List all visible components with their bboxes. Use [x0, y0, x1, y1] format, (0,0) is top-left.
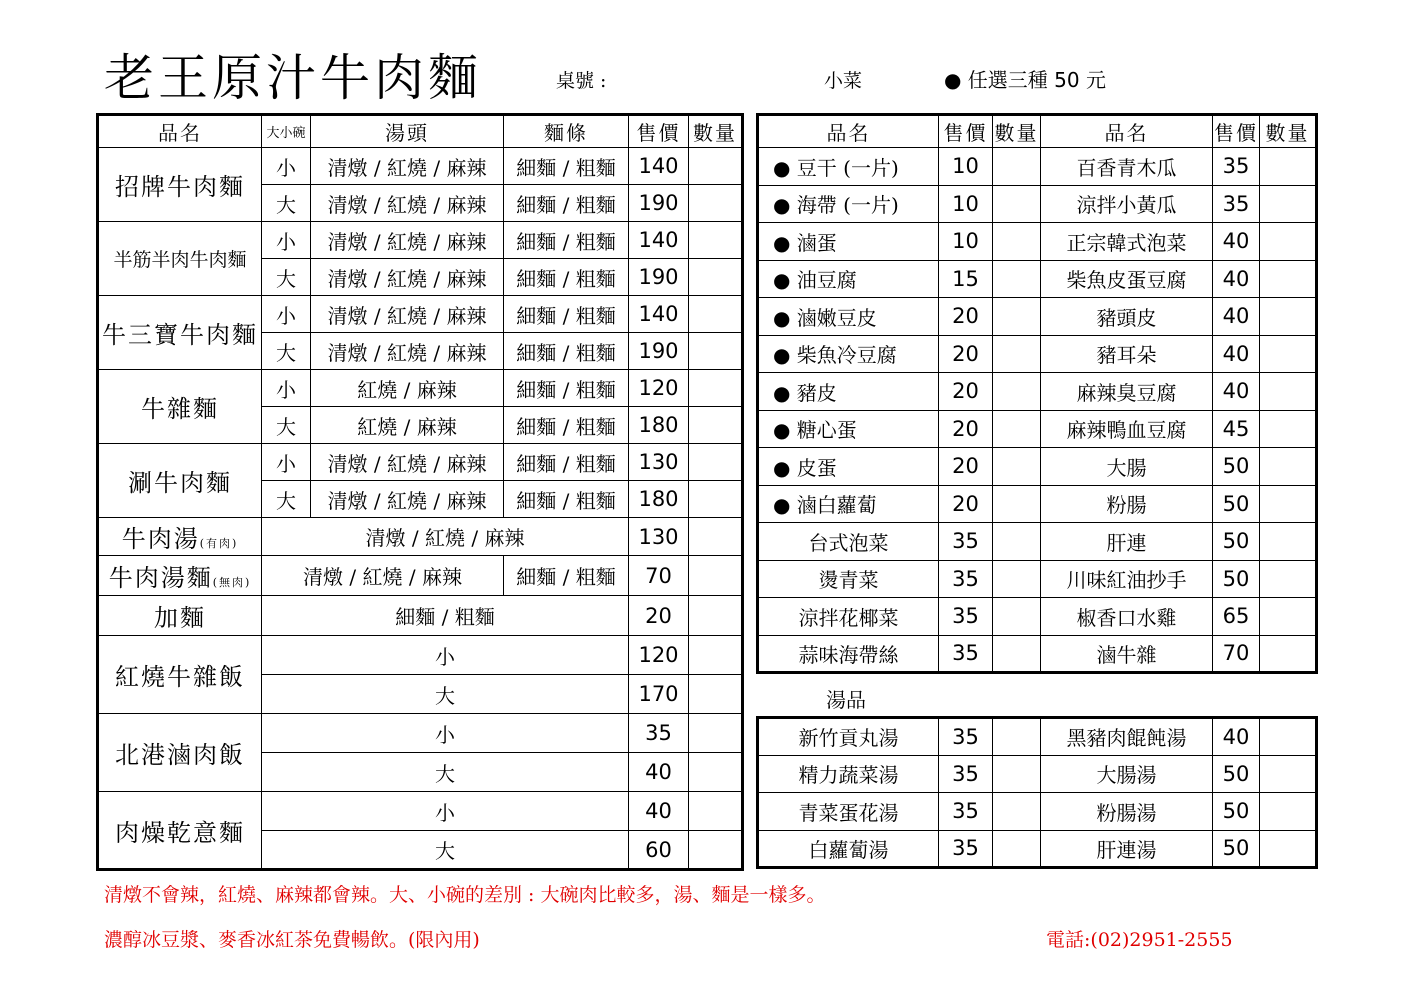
quantity-cell[interactable] [1260, 223, 1317, 261]
item-name: 新竹貢丸湯 [758, 718, 939, 756]
soup-table [756, 716, 1318, 869]
item-name: ● 豆干 (一片) [758, 148, 939, 186]
quantity-cell[interactable] [689, 222, 743, 259]
quantity-cell[interactable] [689, 296, 743, 333]
price: 35 [939, 598, 993, 636]
price: 20 [939, 410, 993, 448]
quantity-cell[interactable] [1260, 485, 1317, 523]
price: 20 [939, 373, 993, 411]
quantity-cell[interactable] [689, 407, 743, 444]
item-name: 豬耳朵 [1041, 335, 1213, 373]
price: 50 [1213, 523, 1260, 561]
noodle-options: 細麵 / 粗麵 [504, 185, 629, 222]
bowl-size: 小 [262, 636, 629, 675]
item-name: ● 糖心蛋 [758, 410, 939, 448]
bowl-size: 小 [262, 444, 311, 481]
column-header: 售價 [1213, 115, 1260, 148]
table-row [98, 115, 743, 148]
quantity-cell[interactable] [993, 410, 1041, 448]
item-name: ● 海帶 (一片) [758, 185, 939, 223]
item-note: (有肉) [199, 537, 239, 550]
quantity-cell[interactable] [689, 675, 743, 714]
item-name: ● 皮蛋 [758, 448, 939, 486]
quantity-cell[interactable] [993, 718, 1041, 756]
quantity-cell[interactable] [1260, 560, 1317, 598]
price: 190 [629, 333, 689, 370]
quantity-cell[interactable] [1260, 793, 1317, 831]
soup-options: 清燉 / 紅燒 / 麻辣 [311, 148, 504, 185]
quantity-cell[interactable] [993, 335, 1041, 373]
table-row [98, 444, 743, 481]
price: 15 [939, 260, 993, 298]
price: 10 [939, 148, 993, 186]
price: 35 [1213, 148, 1260, 186]
price: 50 [1213, 830, 1260, 868]
price: 70 [1213, 635, 1260, 673]
price: 50 [1213, 485, 1260, 523]
column-header: 麵條 [504, 115, 629, 148]
item-name: 半筋半肉牛肉麵 [98, 222, 262, 296]
soup-options: 清燉 / 紅燒 / 麻辣 [311, 444, 504, 481]
price: 140 [629, 222, 689, 259]
price: 20 [939, 485, 993, 523]
quantity-cell[interactable] [689, 714, 743, 753]
quantity-cell[interactable] [993, 448, 1041, 486]
soup-section-title: 湯品 [826, 688, 866, 712]
quantity-cell[interactable] [993, 223, 1041, 261]
item-name: 招牌牛肉麵 [98, 148, 262, 222]
table-number-label: 桌號 : [556, 70, 607, 92]
quantity-cell[interactable] [1260, 635, 1317, 673]
column-header: 品名 [758, 115, 939, 148]
noodle-options: 細麵 / 粗麵 [504, 407, 629, 444]
table-row [758, 718, 1317, 756]
bowl-size: 小 [262, 792, 629, 831]
price: 65 [1213, 598, 1260, 636]
item-name: 燙青菜 [758, 560, 939, 598]
item-name: 百香青木瓜 [1041, 148, 1213, 186]
price: 35 [939, 755, 993, 793]
column-header: 品名 [98, 115, 262, 148]
quantity-cell[interactable] [993, 560, 1041, 598]
soup-options: 清燉 / 紅燒 / 麻辣 [311, 333, 504, 370]
table-row [758, 793, 1317, 831]
quantity-cell[interactable] [993, 755, 1041, 793]
bowl-size: 大 [262, 675, 629, 714]
table-row [758, 148, 1317, 186]
bowl-size: 小 [262, 148, 311, 185]
price: 70 [629, 556, 689, 596]
quantity-cell[interactable] [1260, 260, 1317, 298]
table-row [758, 485, 1317, 523]
item-name: 粉腸 [1041, 485, 1213, 523]
price: 60 [629, 831, 689, 870]
quantity-cell[interactable] [993, 485, 1041, 523]
price: 120 [629, 370, 689, 407]
noodle-options: 細麵 / 粗麵 [504, 333, 629, 370]
price: 190 [629, 185, 689, 222]
item-name: 肝連湯 [1041, 830, 1213, 868]
price: 35 [939, 830, 993, 868]
table-row [758, 298, 1317, 336]
side-dish-promo: ● 任選三種 50 元 [944, 68, 1106, 92]
quantity-cell[interactable] [1260, 298, 1317, 336]
table-row [758, 260, 1317, 298]
quantity-cell[interactable] [689, 792, 743, 831]
column-header: 數量 [689, 115, 743, 148]
spice-note: 清燉不會辣，紅燒、麻辣都會辣。大、小碗的差別 : 大碗肉比較多，湯、麵是一樣多。 [104, 884, 826, 906]
table-row [758, 410, 1317, 448]
table-row [758, 185, 1317, 223]
bowl-size: 大 [262, 185, 311, 222]
item-name: ● 滷白蘿蔔 [758, 485, 939, 523]
soup-options: 紅燒 / 麻辣 [311, 370, 504, 407]
price: 20 [939, 335, 993, 373]
price: 35 [939, 560, 993, 598]
quantity-cell[interactable] [689, 481, 743, 518]
phone-number: 電話:(02)2951-2555 [1046, 929, 1233, 951]
price: 45 [1213, 410, 1260, 448]
item-name: 肝連 [1041, 523, 1213, 561]
item-name: 白蘿蔔湯 [758, 830, 939, 868]
item-name: 加麵 [98, 596, 262, 636]
table-row [758, 223, 1317, 261]
table-row [98, 596, 743, 636]
quantity-cell[interactable] [993, 260, 1041, 298]
item-name: 精力蔬菜湯 [758, 755, 939, 793]
main-menu-table [96, 113, 744, 871]
column-header: 品名 [1041, 115, 1213, 148]
quantity-cell[interactable] [1260, 718, 1317, 756]
quantity-cell[interactable] [1260, 830, 1317, 868]
price: 35 [939, 635, 993, 673]
noodle-options: 細麵 / 粗麵 [504, 296, 629, 333]
table-row [98, 296, 743, 333]
table-row [98, 222, 743, 259]
quantity-cell[interactable] [689, 518, 743, 556]
column-header: 數量 [993, 115, 1041, 148]
noodle-options: 細麵 / 粗麵 [504, 444, 629, 481]
table-row [758, 560, 1317, 598]
item-name: 正宗韓式泡菜 [1041, 223, 1213, 261]
item-name: 涼拌花椰菜 [758, 598, 939, 636]
price: 40 [1213, 718, 1260, 756]
soup-options: 清燉 / 紅燒 / 麻辣 [311, 481, 504, 518]
table-row [98, 370, 743, 407]
table-row [758, 115, 1317, 148]
quantity-cell[interactable] [689, 370, 743, 407]
item-name: 北港滷肉飯 [98, 714, 262, 792]
quantity-cell[interactable] [689, 148, 743, 185]
item-name: 青菜蛋花湯 [758, 793, 939, 831]
price: 50 [1213, 793, 1260, 831]
table-row [758, 523, 1317, 561]
soup-options: 紅燒 / 麻辣 [311, 407, 504, 444]
bowl-size: 大 [262, 753, 629, 792]
item-name: 滷牛雜 [1041, 635, 1213, 673]
price: 40 [1213, 335, 1260, 373]
noodle-options: 細麵 / 粗麵 [504, 148, 629, 185]
price: 140 [629, 148, 689, 185]
column-header: 湯頭 [311, 115, 504, 148]
price: 180 [629, 407, 689, 444]
soup-options: 清燉 / 紅燒 / 麻辣 [311, 259, 504, 296]
quantity-cell[interactable] [1260, 373, 1317, 411]
item-name: 麻辣鴨血豆腐 [1041, 410, 1213, 448]
item-name: ● 滷嫩豆皮 [758, 298, 939, 336]
item-name: 大腸湯 [1041, 755, 1213, 793]
quantity-cell[interactable] [689, 753, 743, 792]
price: 35 [939, 718, 993, 756]
item-name: ● 油豆腐 [758, 260, 939, 298]
column-header: 售價 [939, 115, 993, 148]
quantity-cell[interactable] [689, 596, 743, 636]
quantity-cell[interactable] [993, 793, 1041, 831]
noodle-options: 細麵 / 粗麵 [504, 259, 629, 296]
item-name: 麻辣臭豆腐 [1041, 373, 1213, 411]
quantity-cell[interactable] [993, 148, 1041, 186]
table-row [98, 714, 743, 753]
bowl-size: 大 [262, 481, 311, 518]
column-header: 數量 [1260, 115, 1317, 148]
item-name: 大腸 [1041, 448, 1213, 486]
price: 20 [629, 596, 689, 636]
item-name: 涼拌小黃瓜 [1041, 185, 1213, 223]
noodle-options: 細麵 / 粗麵 [262, 596, 629, 636]
price: 130 [629, 518, 689, 556]
quantity-cell[interactable] [1260, 448, 1317, 486]
price: 40 [1213, 373, 1260, 411]
quantity-cell[interactable] [689, 185, 743, 222]
noodle-options: 細麵 / 粗麵 [504, 222, 629, 259]
quantity-cell[interactable] [1260, 185, 1317, 223]
table-row [98, 792, 743, 831]
quantity-cell[interactable] [993, 523, 1041, 561]
price: 180 [629, 481, 689, 518]
price: 40 [1213, 260, 1260, 298]
item-name: 紅燒牛雜飯 [98, 636, 262, 714]
bowl-size: 小 [262, 222, 311, 259]
item-name: ● 柴魚冷豆腐 [758, 335, 939, 373]
item-name: 蒜味海帶絲 [758, 635, 939, 673]
quantity-cell[interactable] [993, 830, 1041, 868]
side-dish-table [756, 113, 1318, 674]
bowl-size: 小 [262, 296, 311, 333]
item-name: 牛肉湯 [121, 525, 200, 553]
bowl-size: 小 [262, 714, 629, 753]
quantity-cell[interactable] [993, 185, 1041, 223]
quantity-cell[interactable] [689, 444, 743, 481]
price: 10 [939, 223, 993, 261]
side-dish-label: 小菜 [824, 70, 863, 92]
price: 130 [629, 444, 689, 481]
item-note: (無肉) [212, 576, 252, 589]
soup-options: 清燉 / 紅燒 / 麻辣 [262, 556, 504, 596]
noodle-options: 細麵 / 粗麵 [504, 556, 629, 596]
quantity-cell[interactable] [993, 598, 1041, 636]
price: 190 [629, 259, 689, 296]
item-name: 牛肉湯麵 [108, 564, 213, 592]
bowl-size: 大 [262, 407, 311, 444]
price: 50 [1213, 560, 1260, 598]
quantity-cell[interactable] [1260, 410, 1317, 448]
noodle-options: 細麵 / 粗麵 [504, 481, 629, 518]
soup-options: 清燉 / 紅燒 / 麻辣 [262, 518, 629, 556]
quantity-cell[interactable] [689, 636, 743, 675]
item-name [98, 518, 262, 556]
price: 35 [939, 523, 993, 561]
free-drink-note: 濃醇冰豆漿、麥香冰紅茶免費暢飲。(限內用) [104, 929, 480, 951]
item-name: 肉燥乾意麵 [98, 792, 262, 870]
quantity-cell[interactable] [1260, 148, 1317, 186]
price: 50 [1213, 755, 1260, 793]
price: 40 [629, 753, 689, 792]
price: 170 [629, 675, 689, 714]
table-row [98, 636, 743, 675]
item-name: 涮牛肉麵 [98, 444, 262, 518]
item-name [98, 556, 262, 596]
price: 40 [1213, 223, 1260, 261]
item-name: 豬頭皮 [1041, 298, 1213, 336]
quantity-cell[interactable] [1260, 335, 1317, 373]
restaurant-title: 老王原汁牛肉麵 [104, 49, 482, 107]
item-name: 牛三寶牛肉麵 [98, 296, 262, 370]
price: 50 [1213, 448, 1260, 486]
quantity-cell[interactable] [1260, 598, 1317, 636]
item-name: 牛雜麵 [98, 370, 262, 444]
price: 10 [939, 185, 993, 223]
quantity-cell[interactable] [993, 635, 1041, 673]
price: 120 [629, 636, 689, 675]
table-row [758, 373, 1317, 411]
column-header: 售價 [629, 115, 689, 148]
quantity-cell[interactable] [1260, 523, 1317, 561]
table-row [758, 830, 1317, 868]
table-row [758, 755, 1317, 793]
price: 35 [629, 714, 689, 753]
quantity-cell[interactable] [689, 259, 743, 296]
item-name: 椒香口水雞 [1041, 598, 1213, 636]
quantity-cell[interactable] [689, 333, 743, 370]
price: 20 [939, 298, 993, 336]
bowl-size: 小 [262, 370, 311, 407]
soup-options: 清燉 / 紅燒 / 麻辣 [311, 185, 504, 222]
item-name: ● 滷蛋 [758, 223, 939, 261]
price: 35 [939, 793, 993, 831]
item-name: 台式泡菜 [758, 523, 939, 561]
quantity-cell[interactable] [689, 831, 743, 870]
table-row [98, 148, 743, 185]
item-name: 柴魚皮蛋豆腐 [1041, 260, 1213, 298]
quantity-cell[interactable] [1260, 755, 1317, 793]
quantity-cell[interactable] [993, 373, 1041, 411]
soup-options: 清燉 / 紅燒 / 麻辣 [311, 296, 504, 333]
item-name: 黑豬肉餛飩湯 [1041, 718, 1213, 756]
bowl-size: 大 [262, 333, 311, 370]
table-row [758, 335, 1317, 373]
quantity-cell[interactable] [689, 556, 743, 596]
item-name: 川味紅油抄手 [1041, 560, 1213, 598]
quantity-cell[interactable] [993, 298, 1041, 336]
table-row [98, 518, 743, 556]
bowl-size: 大 [262, 259, 311, 296]
price: 140 [629, 296, 689, 333]
price: 40 [629, 792, 689, 831]
table-row [758, 635, 1317, 673]
price: 20 [939, 448, 993, 486]
table-row [758, 448, 1317, 486]
price: 35 [1213, 185, 1260, 223]
item-name: ● 豬皮 [758, 373, 939, 411]
noodle-options: 細麵 / 粗麵 [504, 370, 629, 407]
table-row [758, 598, 1317, 636]
soup-options: 清燉 / 紅燒 / 麻辣 [311, 222, 504, 259]
item-name: 粉腸湯 [1041, 793, 1213, 831]
bowl-size: 大 [262, 831, 629, 870]
price: 40 [1213, 298, 1260, 336]
table-row [98, 556, 743, 596]
column-header: 大小碗 [262, 115, 311, 148]
